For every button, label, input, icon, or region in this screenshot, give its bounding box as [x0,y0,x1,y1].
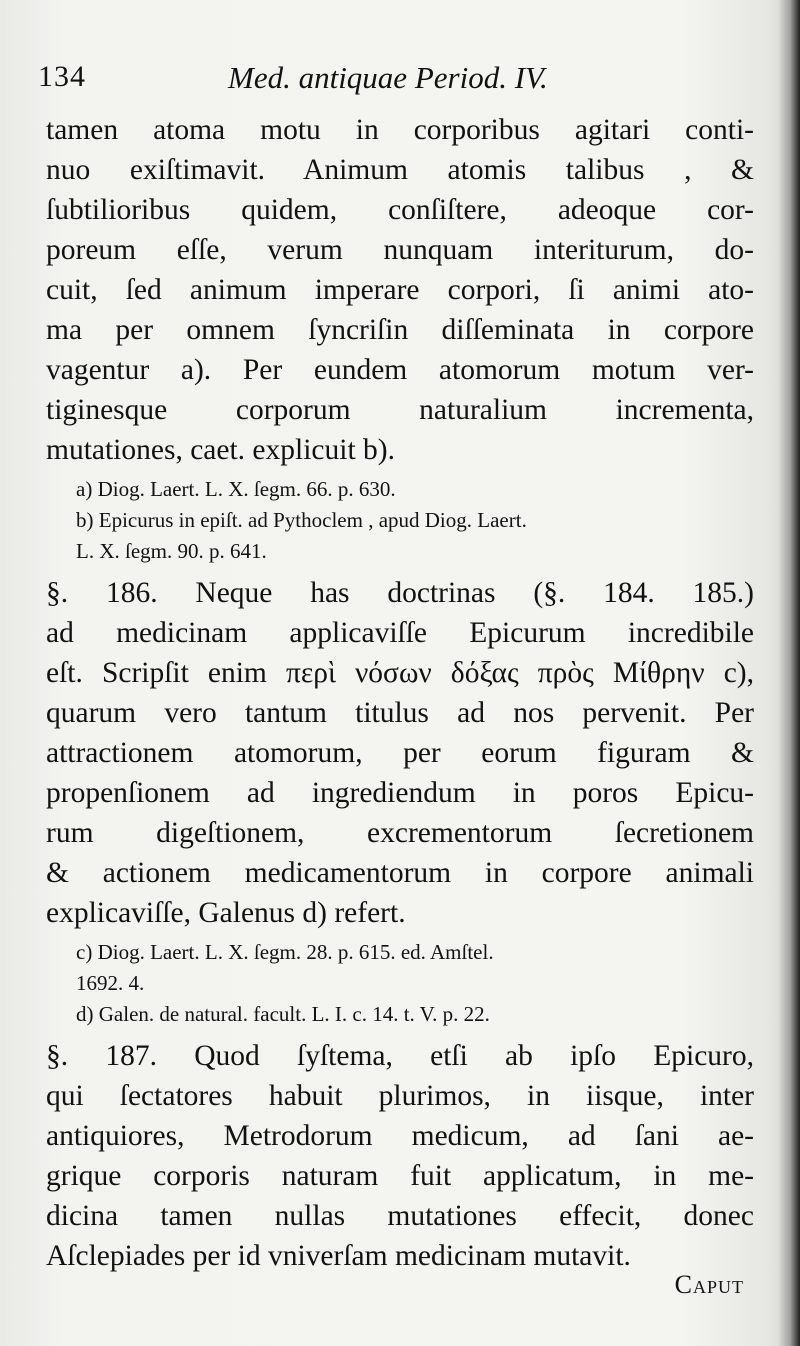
text-line: ma per omnem ſyncriſin diſſeminata in corpore [46,314,754,346]
running-head: Med. antiquae Period. IV. [228,60,548,95]
footnote-d: d) Galen. de natural. facult. L. I. c. 14. t. V. p. 22. [76,1002,490,1026]
page-header [38,60,758,110]
text-line: §. 186. Neque has doctrinas (§. 184. 185.) [46,577,754,609]
text-line: ad medicinam applicaviſſe Epicurum incredibile [46,617,754,649]
text-line: vagentur a). Per eundem atomorum motum ver- [46,354,754,386]
text-line: Aſclepiades per id vniverſam medicinam mutavit. [46,1240,631,1272]
catchword: Caput [674,1270,744,1299]
text-line: dicina tamen nullas mutationes effecit, donec [46,1200,754,1232]
text-line: mutationes, caet. explicuit b). [46,434,395,466]
text-line: rum digeſtionem, excrementorum ſecretionem [46,817,754,849]
text-line: tiginesque corporum naturalium incrementa, [46,394,754,426]
footnotes-2 [46,933,754,1036]
text-line: & actionem medicamentorum in corpore animali [46,857,754,889]
text-line: qui ſectatores habuit plurimos, in iisque, inter [46,1080,754,1112]
text-line: poreum eſſe, verum nunquam interiturum, do- [46,234,754,266]
main-text [46,110,754,1276]
footnote-c: c) Diog. Laert. L. X. ſegm. 28. p. 615. ed. Amſtel. [76,940,494,964]
footnote-b: b) Epicurus in epiſt. ad Pythoclem , apud Diog. Laert. [76,508,527,532]
text-line: grique corporis naturam fuit applicatum, in me- [46,1160,754,1192]
text-line: ſubtilioribus quidem, conſiſtere, adeoque cor- [46,194,754,226]
text-line: §. 187. Quod ſyſtema, etſi ab ipſo Epicuro, [46,1040,754,1072]
text-line: cuit, ſed animum imperare corpori, ſi animi ato- [46,274,754,306]
footnote-a: a) Diog. Laert. L. X. ſegm. 66. p. 630. [76,477,396,501]
page-gutter-shadow [778,0,800,1346]
text-line: propenſionem ad ingrediendum in poros Epicu- [46,777,754,809]
footnote-b-continued: L. X. ſegm. 90. p. 641. [76,539,267,563]
text-line: quarum vero tantum titulus ad nos pervenit. Per [46,697,754,729]
footnote-c-continued: 1692. 4. [76,971,145,995]
footnotes-1 [46,470,754,573]
page-number: 134 [38,60,86,93]
text-line: nuo exiſtimavit. Animum atomis talibus , & [46,154,754,186]
text-line: explicaviſſe, Galenus d) refert. [46,897,406,929]
paragraph-186 [46,573,754,933]
text-line: eſt. Scripſit enim περὶ νόσων δόξας πρὸς Μίθρην c), [46,657,754,689]
text-line: antiquiores, Metrodorum medicum, ad ſani ae- [46,1120,754,1152]
text-line: tamen atoma motu in corporibus agitari conti- [46,114,754,146]
text-line: attractionem atomorum, per eorum figuram & [46,737,754,769]
paragraph-187 [46,1036,754,1276]
paragraph-1 [46,110,754,470]
